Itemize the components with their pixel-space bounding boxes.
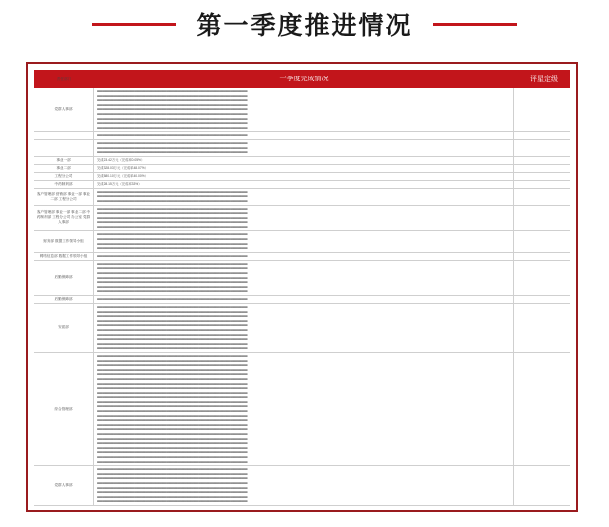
rating-cell bbox=[514, 181, 570, 188]
header-rating: 评星定级 bbox=[530, 76, 558, 83]
table-header bbox=[34, 70, 570, 88]
table-row bbox=[34, 261, 570, 296]
dept-cell bbox=[34, 140, 94, 156]
dept-cell: 安质部 bbox=[34, 304, 94, 352]
rating-cell bbox=[514, 140, 570, 156]
page-title: 第一季度推进情况 bbox=[196, 11, 413, 40]
dept-cell: 财务部 数据工作领导小组 bbox=[34, 231, 94, 251]
rating-cell bbox=[514, 88, 570, 131]
dept-cell: 党群人事部 bbox=[34, 88, 94, 131]
table-row bbox=[34, 140, 570, 157]
progress-cell: ■■■■■■■■■■■■■■■■■■■■■■■■■■■■■■■■■■■■■■■■■■■■■■■■■■■■■■■■■■■■■■■■■■■■■■■■■■■■■■■■■■■■■■■■■■■■■■■■■■■■■■■■■■■■ ■■■■■■■■■■■■■■■■■■■■■■■■■■■■■■■■■■■■■■■■■■■■■■■■■■■■■■■■■■■■■■■■■■■■■■■■■■■■■■■■■■■■■■■■■■■■■■■■■■■■■■■■■■■■ ■■■■■■■■■■■■■■■■■■■■■■■■■■■■■■■■■■■■■■■■■■■■■■■■■■■■■■■■■■■■■■■■■■■■■■■■■■■■■■■■■■■■■■■■■■■■■■■■■■■■■■■■■■■■ ■■■■■■■■■■■■■■■■■■■■■■■■■■■■■■■■■■■■■■■■■■■■■■■■■■■■■■■■■■■■■■■■■■■■■■■■■■■■■■■■■■■■■■■■■■■■■■■■■■■■■■■■■■■■ ■■■■■■■■■■■■■■■■■■■■■■■■■■■■■■■■■■■■■■■■■■■■■■■■■■■■■■■■■■■■■■■■■■■■■■■■■■■■■■■■■■■■■■■■■■■■■■■■■■■■■■■■■■■■ ■■■■■■■■■■■■■■■■■■■■■■■■■■■■■■■■■■■■■■■■■■■■■■■■■■■■■■■■■■■■■■■■■■■■■■■■■■■■■■■■■■■■■■■■■■■■■■■■■■■■■■■■■■■■ ■■■■■■■■■■■■■■■■■■■■■■■■■■■■■■■■■■■■■■■■■■■■■■■■■■■■■■■■■■■■■■■■■■■■■■■■■■■■■■■■■■■■■■■■■■■■■■■■■■■■■■■■■■■■ bbox=[94, 261, 514, 295]
title-rule-right bbox=[433, 23, 517, 26]
table-row bbox=[34, 231, 570, 252]
progress-cell: 完成23.42万元（完成率0.05%） bbox=[94, 157, 514, 164]
rating-cell bbox=[514, 206, 570, 231]
rating-cell bbox=[514, 157, 570, 164]
rating-cell bbox=[514, 353, 570, 465]
progress-cell: 完成580.10万元（完成率40.00%） bbox=[94, 173, 514, 180]
table-row bbox=[34, 353, 570, 466]
table-row bbox=[34, 253, 570, 261]
rating-cell bbox=[514, 253, 570, 260]
rating-cell bbox=[514, 304, 570, 352]
dept-cell bbox=[34, 132, 94, 139]
table-body bbox=[34, 88, 570, 506]
dept-cell: 事业一部 bbox=[34, 157, 94, 164]
progress-table bbox=[34, 70, 570, 504]
header-progress: 一季度完成情况 bbox=[279, 75, 329, 82]
table-row bbox=[34, 165, 570, 173]
table-row bbox=[34, 206, 570, 232]
rating-cell bbox=[514, 165, 570, 172]
dept-cell: 中药制剂部 bbox=[34, 181, 94, 188]
dept-cell: 工程分公司 bbox=[34, 173, 94, 180]
dept-cell: 客户管理部 营销部 事业一部 事业二部 工程分公司 bbox=[34, 189, 94, 205]
progress-cell: ■■■■■■■■■■■■■■■■■■■■■■■■■■■■■■■■■■■■■■■■■■■■■■■■■■■■■■■■■■■■■■■■■■■■■■■■■■■■■■■■■■■■■■■■■■■■■■■■■■■■■■■■■■■■ bbox=[94, 132, 514, 139]
table-row bbox=[34, 132, 570, 140]
progress-cell: ■■■■■■■■■■■■■■■■■■■■■■■■■■■■■■■■■■■■■■■■■■■■■■■■■■■■■■■■■■■■■■■■■■■■■■■■■■■■■■■■■■■■■■■■■■■■■■■■■■■■■■■■■■■■ ■■■■■■■■■■■■■■■■■■■■■■■■■■■■■■■■■■■■■■■■■■■■■■■■■■■■■■■■■■■■■■■■■■■■■■■■■■■■■■■■■■■■■■■■■■■■■■■■■■■■■■■■■■■■ ■■■■■■■■■■■■■■■■■■■■■■■■■■■■■■■■■■■■■■■■■■■■■■■■■■■■■■■■■■■■■■■■■■■■■■■■■■■■■■■■■■■■■■■■■■■■■■■■■■■■■■■■■■■■ ■■■■■■■■■■■■■■■■■■■■■■■■■■■■■■■■■■■■■■■■■■■■■■■■■■■■■■■■■■■■■■■■■■■■■■■■■■■■■■■■■■■■■■■■■■■■■■■■■■■■■■■■■■■■ ■■■■■■■■■■■■■■■■■■■■■■■■■■■■■■■■■■■■■■■■■■■■■■■■■■■■■■■■■■■■■■■■■■■■■■■■■■■■■■■■■■■■■■■■■■■■■■■■■■■■■■■■■■■■ ■■■■■■■■■■■■■■■■■■■■■■■■■■■■■■■■■■■■■■■■■■■■■■■■■■■■■■■■■■■■■■■■■■■■■■■■■■■■■■■■■■■■■■■■■■■■■■■■■■■■■■■■■■■■ ■■■■■■■■■■■■■■■■■■■■■■■■■■■■■■■■■■■■■■■■■■■■■■■■■■■■■■■■■■■■■■■■■■■■■■■■■■■■■■■■■■■■■■■■■■■■■■■■■■■■■■■■■■■■ ■■■■■■■■■■■■■■■■■■■■■■■■■■■■■■■■■■■■■■■■■■■■■■■■■■■■■■■■■■■■■■■■■■■■■■■■■■■■■■■■■■■■■■■■■■■■■■■■■■■■■■■■■■■■ ■■■■■■■■■■■■■■■■■■■■■■■■■■■■■■■■■■■■■■■■■■■■■■■■■■■■■■■■■■■■■■■■■■■■■■■■■■■■■■■■■■■■■■■■■■■■■■■■■■■■■■■■■■■■ ■■■■■■■■■■■■■■■■■■■■■■■■■■■■■■■■■■■■■■■■■■■■■■■■■■■■■■■■■■■■■■■■■■■■■■■■■■■■■■■■■■■■■■■■■■■■■■■■■■■■■■■■■■■■ bbox=[94, 304, 514, 352]
progress-cell: ■■■■■■■■■■■■■■■■■■■■■■■■■■■■■■■■■■■■■■■■■■■■■■■■■■■■■■■■■■■■■■■■■■■■■■■■■■■■■■■■■■■■■■■■■■■■■■■■■■■■■■■■■■■■ ■■■■■■■■■■■■■■■■■■■■■■■■■■■■■■■■■■■■■■■■■■■■■■■■■■■■■■■■■■■■■■■■■■■■■■■■■■■■■■■■■■■■■■■■■■■■■■■■■■■■■■■■■■■■ ■■■■■■■■■■■■■■■■■■■■■■■■■■■■■■■■■■■■■■■■■■■■■■■■■■■■■■■■■■■■■■■■■■■■■■■■■■■■■■■■■■■■■■■■■■■■■■■■■■■■■■■■■■■■ bbox=[94, 189, 514, 205]
table-row bbox=[34, 189, 570, 206]
dept-cell: 后勤保障部 bbox=[34, 296, 94, 303]
progress-cell: ■■■■■■■■■■■■■■■■■■■■■■■■■■■■■■■■■■■■■■■■■■■■■■■■■■■■■■■■■■■■■■■■■■■■■■■■■■■■■■■■■■■■■■■■■■■■■■■■■■■■■■■■■■■■ ■■■■■■■■■■■■■■■■■■■■■■■■■■■■■■■■■■■■■■■■■■■■■■■■■■■■■■■■■■■■■■■■■■■■■■■■■■■■■■■■■■■■■■■■■■■■■■■■■■■■■■■■■■■■ ■■■■■■■■■■■■■■■■■■■■■■■■■■■■■■■■■■■■■■■■■■■■■■■■■■■■■■■■■■■■■■■■■■■■■■■■■■■■■■■■■■■■■■■■■■■■■■■■■■■■■■■■■■■■ bbox=[94, 140, 514, 156]
progress-cell: ■■■■■■■■■■■■■■■■■■■■■■■■■■■■■■■■■■■■■■■■■■■■■■■■■■■■■■■■■■■■■■■■■■■■■■■■■■■■■■■■■■■■■■■■■■■■■■■■■■■■■■■■■■■■ ■■■■■■■■■■■■■■■■■■■■■■■■■■■■■■■■■■■■■■■■■■■■■■■■■■■■■■■■■■■■■■■■■■■■■■■■■■■■■■■■■■■■■■■■■■■■■■■■■■■■■■■■■■■■ ■■■■■■■■■■■■■■■■■■■■■■■■■■■■■■■■■■■■■■■■■■■■■■■■■■■■■■■■■■■■■■■■■■■■■■■■■■■■■■■■■■■■■■■■■■■■■■■■■■■■■■■■■■■■ ■■■■■■■■■■■■■■■■■■■■■■■■■■■■■■■■■■■■■■■■■■■■■■■■■■■■■■■■■■■■■■■■■■■■■■■■■■■■■■■■■■■■■■■■■■■■■■■■■■■■■■■■■■■■ ■■■■■■■■■■■■■■■■■■■■■■■■■■■■■■■■■■■■■■■■■■■■■■■■■■■■■■■■■■■■■■■■■■■■■■■■■■■■■■■■■■■■■■■■■■■■■■■■■■■■■■■■■■■■ ■■■■■■■■■■■■■■■■■■■■■■■■■■■■■■■■■■■■■■■■■■■■■■■■■■■■■■■■■■■■■■■■■■■■■■■■■■■■■■■■■■■■■■■■■■■■■■■■■■■■■■■■■■■■ ■■■■■■■■■■■■■■■■■■■■■■■■■■■■■■■■■■■■■■■■■■■■■■■■■■■■■■■■■■■■■■■■■■■■■■■■■■■■■■■■■■■■■■■■■■■■■■■■■■■■■■■■■■■■ ■■■■■■■■■■■■■■■■■■■■■■■■■■■■■■■■■■■■■■■■■■■■■■■■■■■■■■■■■■■■■■■■■■■■■■■■■■■■■■■■■■■■■■■■■■■■■■■■■■■■■■■■■■■■ bbox=[94, 466, 514, 505]
dept-cell: 事业二部 bbox=[34, 165, 94, 172]
header-dept: 责任部门 bbox=[56, 76, 72, 81]
rating-cell bbox=[514, 189, 570, 205]
rating-cell bbox=[514, 261, 570, 295]
table-row bbox=[34, 173, 570, 181]
progress-cell: 完成328.03万元（完成率48.07%） bbox=[94, 165, 514, 172]
rating-cell bbox=[514, 466, 570, 505]
table-row bbox=[34, 466, 570, 506]
rating-cell bbox=[514, 296, 570, 303]
table-row bbox=[34, 304, 570, 353]
table-row bbox=[34, 296, 570, 304]
rating-cell bbox=[514, 231, 570, 251]
title-bar bbox=[0, 6, 609, 40]
progress-cell: ■■■■■■■■■■■■■■■■■■■■■■■■■■■■■■■■■■■■■■■■■■■■■■■■■■■■■■■■■■■■■■■■■■■■■■■■■■■■■■■■■■■■■■■■■■■■■■■■■■■■■■■■■■■■ bbox=[94, 296, 514, 303]
progress-cell: ■■■■■■■■■■■■■■■■■■■■■■■■■■■■■■■■■■■■■■■■■■■■■■■■■■■■■■■■■■■■■■■■■■■■■■■■■■■■■■■■■■■■■■■■■■■■■■■■■■■■■■■■■■■■ ■■■■■■■■■■■■■■■■■■■■■■■■■■■■■■■■■■■■■■■■■■■■■■■■■■■■■■■■■■■■■■■■■■■■■■■■■■■■■■■■■■■■■■■■■■■■■■■■■■■■■■■■■■■■ ■■■■■■■■■■■■■■■■■■■■■■■■■■■■■■■■■■■■■■■■■■■■■■■■■■■■■■■■■■■■■■■■■■■■■■■■■■■■■■■■■■■■■■■■■■■■■■■■■■■■■■■■■■■■ ■■■■■■■■■■■■■■■■■■■■■■■■■■■■■■■■■■■■■■■■■■■■■■■■■■■■■■■■■■■■■■■■■■■■■■■■■■■■■■■■■■■■■■■■■■■■■■■■■■■■■■■■■■■■ ■■■■■■■■■■■■■■■■■■■■■■■■■■■■■■■■■■■■■■■■■■■■■■■■■■■■■■■■■■■■■■■■■■■■■■■■■■■■■■■■■■■■■■■■■■■■■■■■■■■■■■■■■■■■ ■■■■■■■■■■■■■■■■■■■■■■■■■■■■■■■■■■■■■■■■■■■■■■■■■■■■■■■■■■■■■■■■■■■■■■■■■■■■■■■■■■■■■■■■■■■■■■■■■■■■■■■■■■■■ ■■■■■■■■■■■■■■■■■■■■■■■■■■■■■■■■■■■■■■■■■■■■■■■■■■■■■■■■■■■■■■■■■■■■■■■■■■■■■■■■■■■■■■■■■■■■■■■■■■■■■■■■■■■■ ■■■■■■■■■■■■■■■■■■■■■■■■■■■■■■■■■■■■■■■■■■■■■■■■■■■■■■■■■■■■■■■■■■■■■■■■■■■■■■■■■■■■■■■■■■■■■■■■■■■■■■■■■■■■ ■■■■■■■■■■■■■■■■■■■■■■■■■■■■■■■■■■■■■■■■■■■■■■■■■■■■■■■■■■■■■■■■■■■■■■■■■■■■■■■■■■■■■■■■■■■■■■■■■■■■■■■■■■■■ bbox=[94, 88, 514, 131]
progress-cell: 完成28.15万元（完成率33%） bbox=[94, 181, 514, 188]
dept-cell: 客户管理部 事业一部 事业二部 中药制剂部 工程分公司 办公室 党群人事部 bbox=[34, 206, 94, 231]
dept-cell: 后勤保障部 bbox=[34, 261, 94, 295]
table-row bbox=[34, 88, 570, 132]
rating-cell bbox=[514, 173, 570, 180]
progress-cell: ■■■■■■■■■■■■■■■■■■■■■■■■■■■■■■■■■■■■■■■■■■■■■■■■■■■■■■■■■■■■■■■■■■■■■■■■■■■■■■■■■■■■■■■■■■■■■■■■■■■■■■■■■■■■ ■■■■■■■■■■■■■■■■■■■■■■■■■■■■■■■■■■■■■■■■■■■■■■■■■■■■■■■■■■■■■■■■■■■■■■■■■■■■■■■■■■■■■■■■■■■■■■■■■■■■■■■■■■■■ ■■■■■■■■■■■■■■■■■■■■■■■■■■■■■■■■■■■■■■■■■■■■■■■■■■■■■■■■■■■■■■■■■■■■■■■■■■■■■■■■■■■■■■■■■■■■■■■■■■■■■■■■■■■■ ■■■■■■■■■■■■■■■■■■■■■■■■■■■■■■■■■■■■■■■■■■■■■■■■■■■■■■■■■■■■■■■■■■■■■■■■■■■■■■■■■■■■■■■■■■■■■■■■■■■■■■■■■■■■ bbox=[94, 231, 514, 251]
rating-cell bbox=[514, 132, 570, 139]
dept-cell: 网络信息部 数据工作领导小组 bbox=[34, 253, 94, 260]
progress-cell: ■■■■■■■■■■■■■■■■■■■■■■■■■■■■■■■■■■■■■■■■■■■■■■■■■■■■■■■■■■■■■■■■■■■■■■■■■■■■■■■■■■■■■■■■■■■■■■■■■■■■■■■■■■■■ ■■■■■■■■■■■■■■■■■■■■■■■■■■■■■■■■■■■■■■■■■■■■■■■■■■■■■■■■■■■■■■■■■■■■■■■■■■■■■■■■■■■■■■■■■■■■■■■■■■■■■■■■■■■■ ■■■■■■■■■■■■■■■■■■■■■■■■■■■■■■■■■■■■■■■■■■■■■■■■■■■■■■■■■■■■■■■■■■■■■■■■■■■■■■■■■■■■■■■■■■■■■■■■■■■■■■■■■■■■ ■■■■■■■■■■■■■■■■■■■■■■■■■■■■■■■■■■■■■■■■■■■■■■■■■■■■■■■■■■■■■■■■■■■■■■■■■■■■■■■■■■■■■■■■■■■■■■■■■■■■■■■■■■■■ ■■■■■■■■■■■■■■■■■■■■■■■■■■■■■■■■■■■■■■■■■■■■■■■■■■■■■■■■■■■■■■■■■■■■■■■■■■■■■■■■■■■■■■■■■■■■■■■■■■■■■■■■■■■■ ■■■■■■■■■■■■■■■■■■■■■■■■■■■■■■■■■■■■■■■■■■■■■■■■■■■■■■■■■■■■■■■■■■■■■■■■■■■■■■■■■■■■■■■■■■■■■■■■■■■■■■■■■■■■ ■■■■■■■■■■■■■■■■■■■■■■■■■■■■■■■■■■■■■■■■■■■■■■■■■■■■■■■■■■■■■■■■■■■■■■■■■■■■■■■■■■■■■■■■■■■■■■■■■■■■■■■■■■■■ ■■■■■■■■■■■■■■■■■■■■■■■■■■■■■■■■■■■■■■■■■■■■■■■■■■■■■■■■■■■■■■■■■■■■■■■■■■■■■■■■■■■■■■■■■■■■■■■■■■■■■■■■■■■■ ■■■■■■■■■■■■■■■■■■■■■■■■■■■■■■■■■■■■■■■■■■■■■■■■■■■■■■■■■■■■■■■■■■■■■■■■■■■■■■■■■■■■■■■■■■■■■■■■■■■■■■■■■■■■ ■■■■■■■■■■■■■■■■■■■■■■■■■■■■■■■■■■■■■■■■■■■■■■■■■■■■■■■■■■■■■■■■■■■■■■■■■■■■■■■■■■■■■■■■■■■■■■■■■■■■■■■■■■■■ ■■■■■■■■■■■■■■■■■■■■■■■■■■■■■■■■■■■■■■■■■■■■■■■■■■■■■■■■■■■■■■■■■■■■■■■■■■■■■■■■■■■■■■■■■■■■■■■■■■■■■■■■■■■■ ■■■■■■■■■■■■■■■■■■■■■■■■■■■■■■■■■■■■■■■■■■■■■■■■■■■■■■■■■■■■■■■■■■■■■■■■■■■■■■■■■■■■■■■■■■■■■■■■■■■■■■■■■■■■ ■■■■■■■■■■■■■■■■■■■■■■■■■■■■■■■■■■■■■■■■■■■■■■■■■■■■■■■■■■■■■■■■■■■■■■■■■■■■■■■■■■■■■■■■■■■■■■■■■■■■■■■■■■■■ ■■■■■■■■■■■■■■■■■■■■■■■■■■■■■■■■■■■■■■■■■■■■■■■■■■■■■■■■■■■■■■■■■■■■■■■■■■■■■■■■■■■■■■■■■■■■■■■■■■■■■■■■■■■■ ■■■■■■■■■■■■■■■■■■■■■■■■■■■■■■■■■■■■■■■■■■■■■■■■■■■■■■■■■■■■■■■■■■■■■■■■■■■■■■■■■■■■■■■■■■■■■■■■■■■■■■■■■■■■ ■■■■■■■■■■■■■■■■■■■■■■■■■■■■■■■■■■■■■■■■■■■■■■■■■■■■■■■■■■■■■■■■■■■■■■■■■■■■■■■■■■■■■■■■■■■■■■■■■■■■■■■■■■■■ ■■■■■■■■■■■■■■■■■■■■■■■■■■■■■■■■■■■■■■■■■■■■■■■■■■■■■■■■■■■■■■■■■■■■■■■■■■■■■■■■■■■■■■■■■■■■■■■■■■■■■■■■■■■■ ■■■■■■■■■■■■■■■■■■■■■■■■■■■■■■■■■■■■■■■■■■■■■■■■■■■■■■■■■■■■■■■■■■■■■■■■■■■■■■■■■■■■■■■■■■■■■■■■■■■■■■■■■■■■ ■■■■■■■■■■■■■■■■■■■■■■■■■■■■■■■■■■■■■■■■■■■■■■■■■■■■■■■■■■■■■■■■■■■■■■■■■■■■■■■■■■■■■■■■■■■■■■■■■■■■■■■■■■■■ ■■■■■■■■■■■■■■■■■■■■■■■■■■■■■■■■■■■■■■■■■■■■■■■■■■■■■■■■■■■■■■■■■■■■■■■■■■■■■■■■■■■■■■■■■■■■■■■■■■■■■■■■■■■■ ■■■■■■■■■■■■■■■■■■■■■■■■■■■■■■■■■■■■■■■■■■■■■■■■■■■■■■■■■■■■■■■■■■■■■■■■■■■■■■■■■■■■■■■■■■■■■■■■■■■■■■■■■■■■ ■■■■■■■■■■■■■■■■■■■■■■■■■■■■■■■■■■■■■■■■■■■■■■■■■■■■■■■■■■■■■■■■■■■■■■■■■■■■■■■■■■■■■■■■■■■■■■■■■■■■■■■■■■■■ ■■■■■■■■■■■■■■■■■■■■■■■■■■■■■■■■■■■■■■■■■■■■■■■■■■■■■■■■■■■■■■■■■■■■■■■■■■■■■■■■■■■■■■■■■■■■■■■■■■■■■■■■■■■■ ■■■■■■■■■■■■■■■■■■■■■■■■■■■■■■■■■■■■■■■■■■■■■■■■■■■■■■■■■■■■■■■■■■■■■■■■■■■■■■■■■■■■■■■■■■■■■■■■■■■■■■■■■■■■ bbox=[94, 353, 514, 465]
table-frame bbox=[26, 62, 578, 512]
table-row bbox=[34, 157, 570, 165]
progress-cell: ■■■■■■■■■■■■■■■■■■■■■■■■■■■■■■■■■■■■■■■■■■■■■■■■■■■■■■■■■■■■■■■■■■■■■■■■■■■■■■■■■■■■■■■■■■■■■■■■■■■■■■■■■■■■ ■■■■■■■■■■■■■■■■■■■■■■■■■■■■■■■■■■■■■■■■■■■■■■■■■■■■■■■■■■■■■■■■■■■■■■■■■■■■■■■■■■■■■■■■■■■■■■■■■■■■■■■■■■■■ ■■■■■■■■■■■■■■■■■■■■■■■■■■■■■■■■■■■■■■■■■■■■■■■■■■■■■■■■■■■■■■■■■■■■■■■■■■■■■■■■■■■■■■■■■■■■■■■■■■■■■■■■■■■■ ■■■■■■■■■■■■■■■■■■■■■■■■■■■■■■■■■■■■■■■■■■■■■■■■■■■■■■■■■■■■■■■■■■■■■■■■■■■■■■■■■■■■■■■■■■■■■■■■■■■■■■■■■■■■ ■■■■■■■■■■■■■■■■■■■■■■■■■■■■■■■■■■■■■■■■■■■■■■■■■■■■■■■■■■■■■■■■■■■■■■■■■■■■■■■■■■■■■■■■■■■■■■■■■■■■■■■■■■■■ bbox=[94, 206, 514, 231]
dept-cell: 党群人事部 bbox=[34, 466, 94, 505]
progress-cell: ■■■■■■■■■■■■■■■■■■■■■■■■■■■■■■■■■■■■■■■■■■■■■■■■■■■■■■■■■■■■■■■■■■■■■■■■■■■■■■■■■■■■■■■■■■■■■■■■■■■■■■■■■■■■ bbox=[94, 253, 514, 260]
dept-cell: 综合管理部 bbox=[34, 353, 94, 465]
table-row bbox=[34, 181, 570, 189]
